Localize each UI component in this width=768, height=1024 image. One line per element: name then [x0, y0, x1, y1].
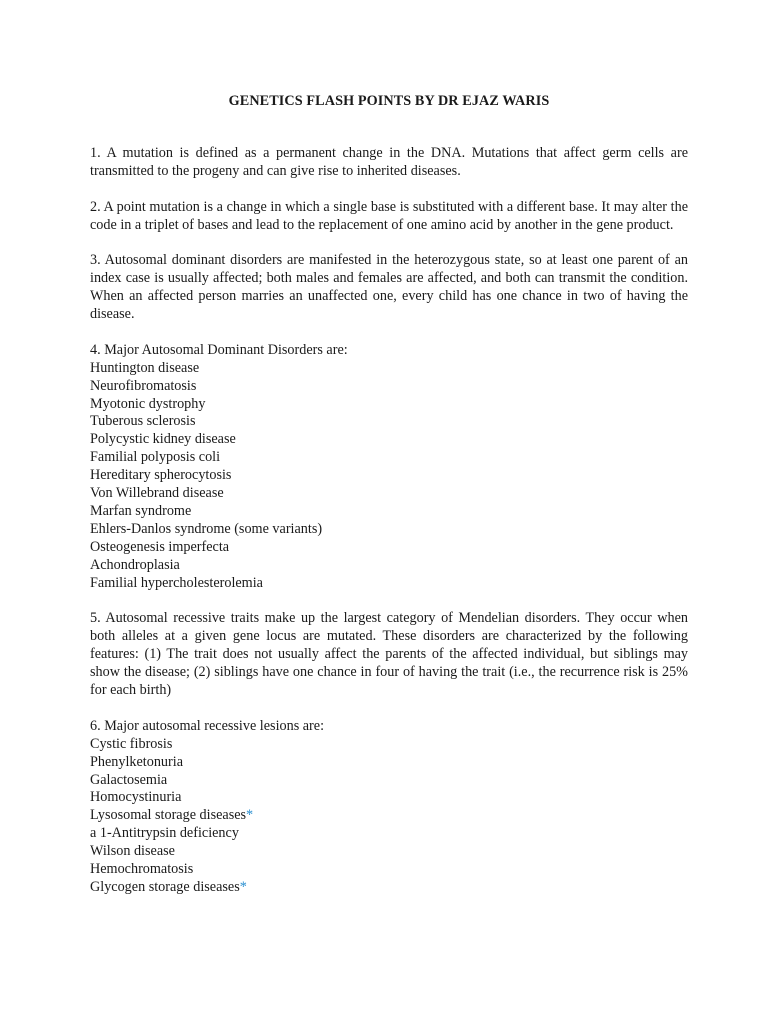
list-item: Cystic fibrosis	[90, 735, 173, 752]
list-item	[90, 807, 688, 825]
list-item: a 1-Antitrypsin deficiency	[90, 825, 239, 842]
document-page	[90, 93, 688, 915]
list-item: Huntington disease	[90, 359, 200, 376]
document-title: GENETICS FLASH POINTS BY DR EJAZ WARIS	[228, 93, 550, 109]
list-item-text: Glycogen storage diseases	[90, 878, 240, 895]
paragraph-1: 1. A mutation is defined as a permanent change in the DNA. Mutations that affect germ cells are transmitted to the progeny and can give rise to inherited diseases.	[90, 144, 688, 179]
recessive-lesions-list	[90, 736, 688, 897]
list-item: Galactosemia	[90, 771, 168, 788]
dominant-list-heading: 4. Major Autosomal Dominant Disorders are:	[90, 341, 348, 358]
paragraph-3: 3. Autosomal dominant disorders are manifested in the heterozygous state, so at least one parent of an index case is usually affected; both males and females are affected, and both can transmit the condition. When an affected person marries an unaffected one, every child has one chance in two of having the disease.	[90, 252, 688, 323]
list-item: Myotonic dystrophy	[90, 395, 206, 412]
list-item: Achondroplasia	[90, 556, 180, 573]
list-item: Ehlers-Danlos syndrome (some variants)	[90, 520, 323, 537]
list-item: Phenylketonuria	[90, 753, 183, 770]
list-item	[90, 879, 688, 897]
paragraph-5: 5. Autosomal recessive traits make up the largest category of Mendelian disorders. They occur when both alleles at a given gene locus are mutated. These disorders are characterized by the following features: (1) The trait does not usually affect the parents of the affected individual, but siblings may show the disease; (2) siblings have one chance in four of having the trait (i.e., the recurrence risk is 25% for each birth)	[90, 610, 688, 699]
paragraph-2: 2. A point mutation is a change in which a single base is substituted with a different base. It may alter the code in a triplet of bases and lead to the replacement of one amino acid by another in the gene product.	[90, 198, 688, 233]
list-item: Marfan syndrome	[90, 502, 192, 519]
list-item: Familial polyposis coli	[90, 449, 221, 466]
list-item: Neurofibromatosis	[90, 377, 197, 394]
list-item: Familial hypercholesterolemia	[90, 574, 263, 591]
list-item: Von Willebrand disease	[90, 485, 224, 502]
list-item: Tuberous sclerosis	[90, 413, 196, 430]
list-item: Hereditary spherocytosis	[90, 467, 232, 484]
list-item-text: Lysosomal storage diseases	[90, 807, 247, 824]
footnote-asterisk: *	[239, 878, 247, 895]
footnote-asterisk: *	[246, 807, 254, 824]
list-item: Osteogenesis imperfecta	[90, 538, 230, 555]
list-item: Hemochromatosis	[90, 861, 194, 878]
recessive-list-heading: 6. Major autosomal recessive lesions are:	[90, 717, 325, 734]
list-item: Homocystinuria	[90, 789, 182, 806]
list-item: Wilson disease	[90, 843, 175, 860]
list-item: Polycystic kidney disease	[90, 431, 236, 448]
dominant-disorders-list	[90, 360, 688, 593]
